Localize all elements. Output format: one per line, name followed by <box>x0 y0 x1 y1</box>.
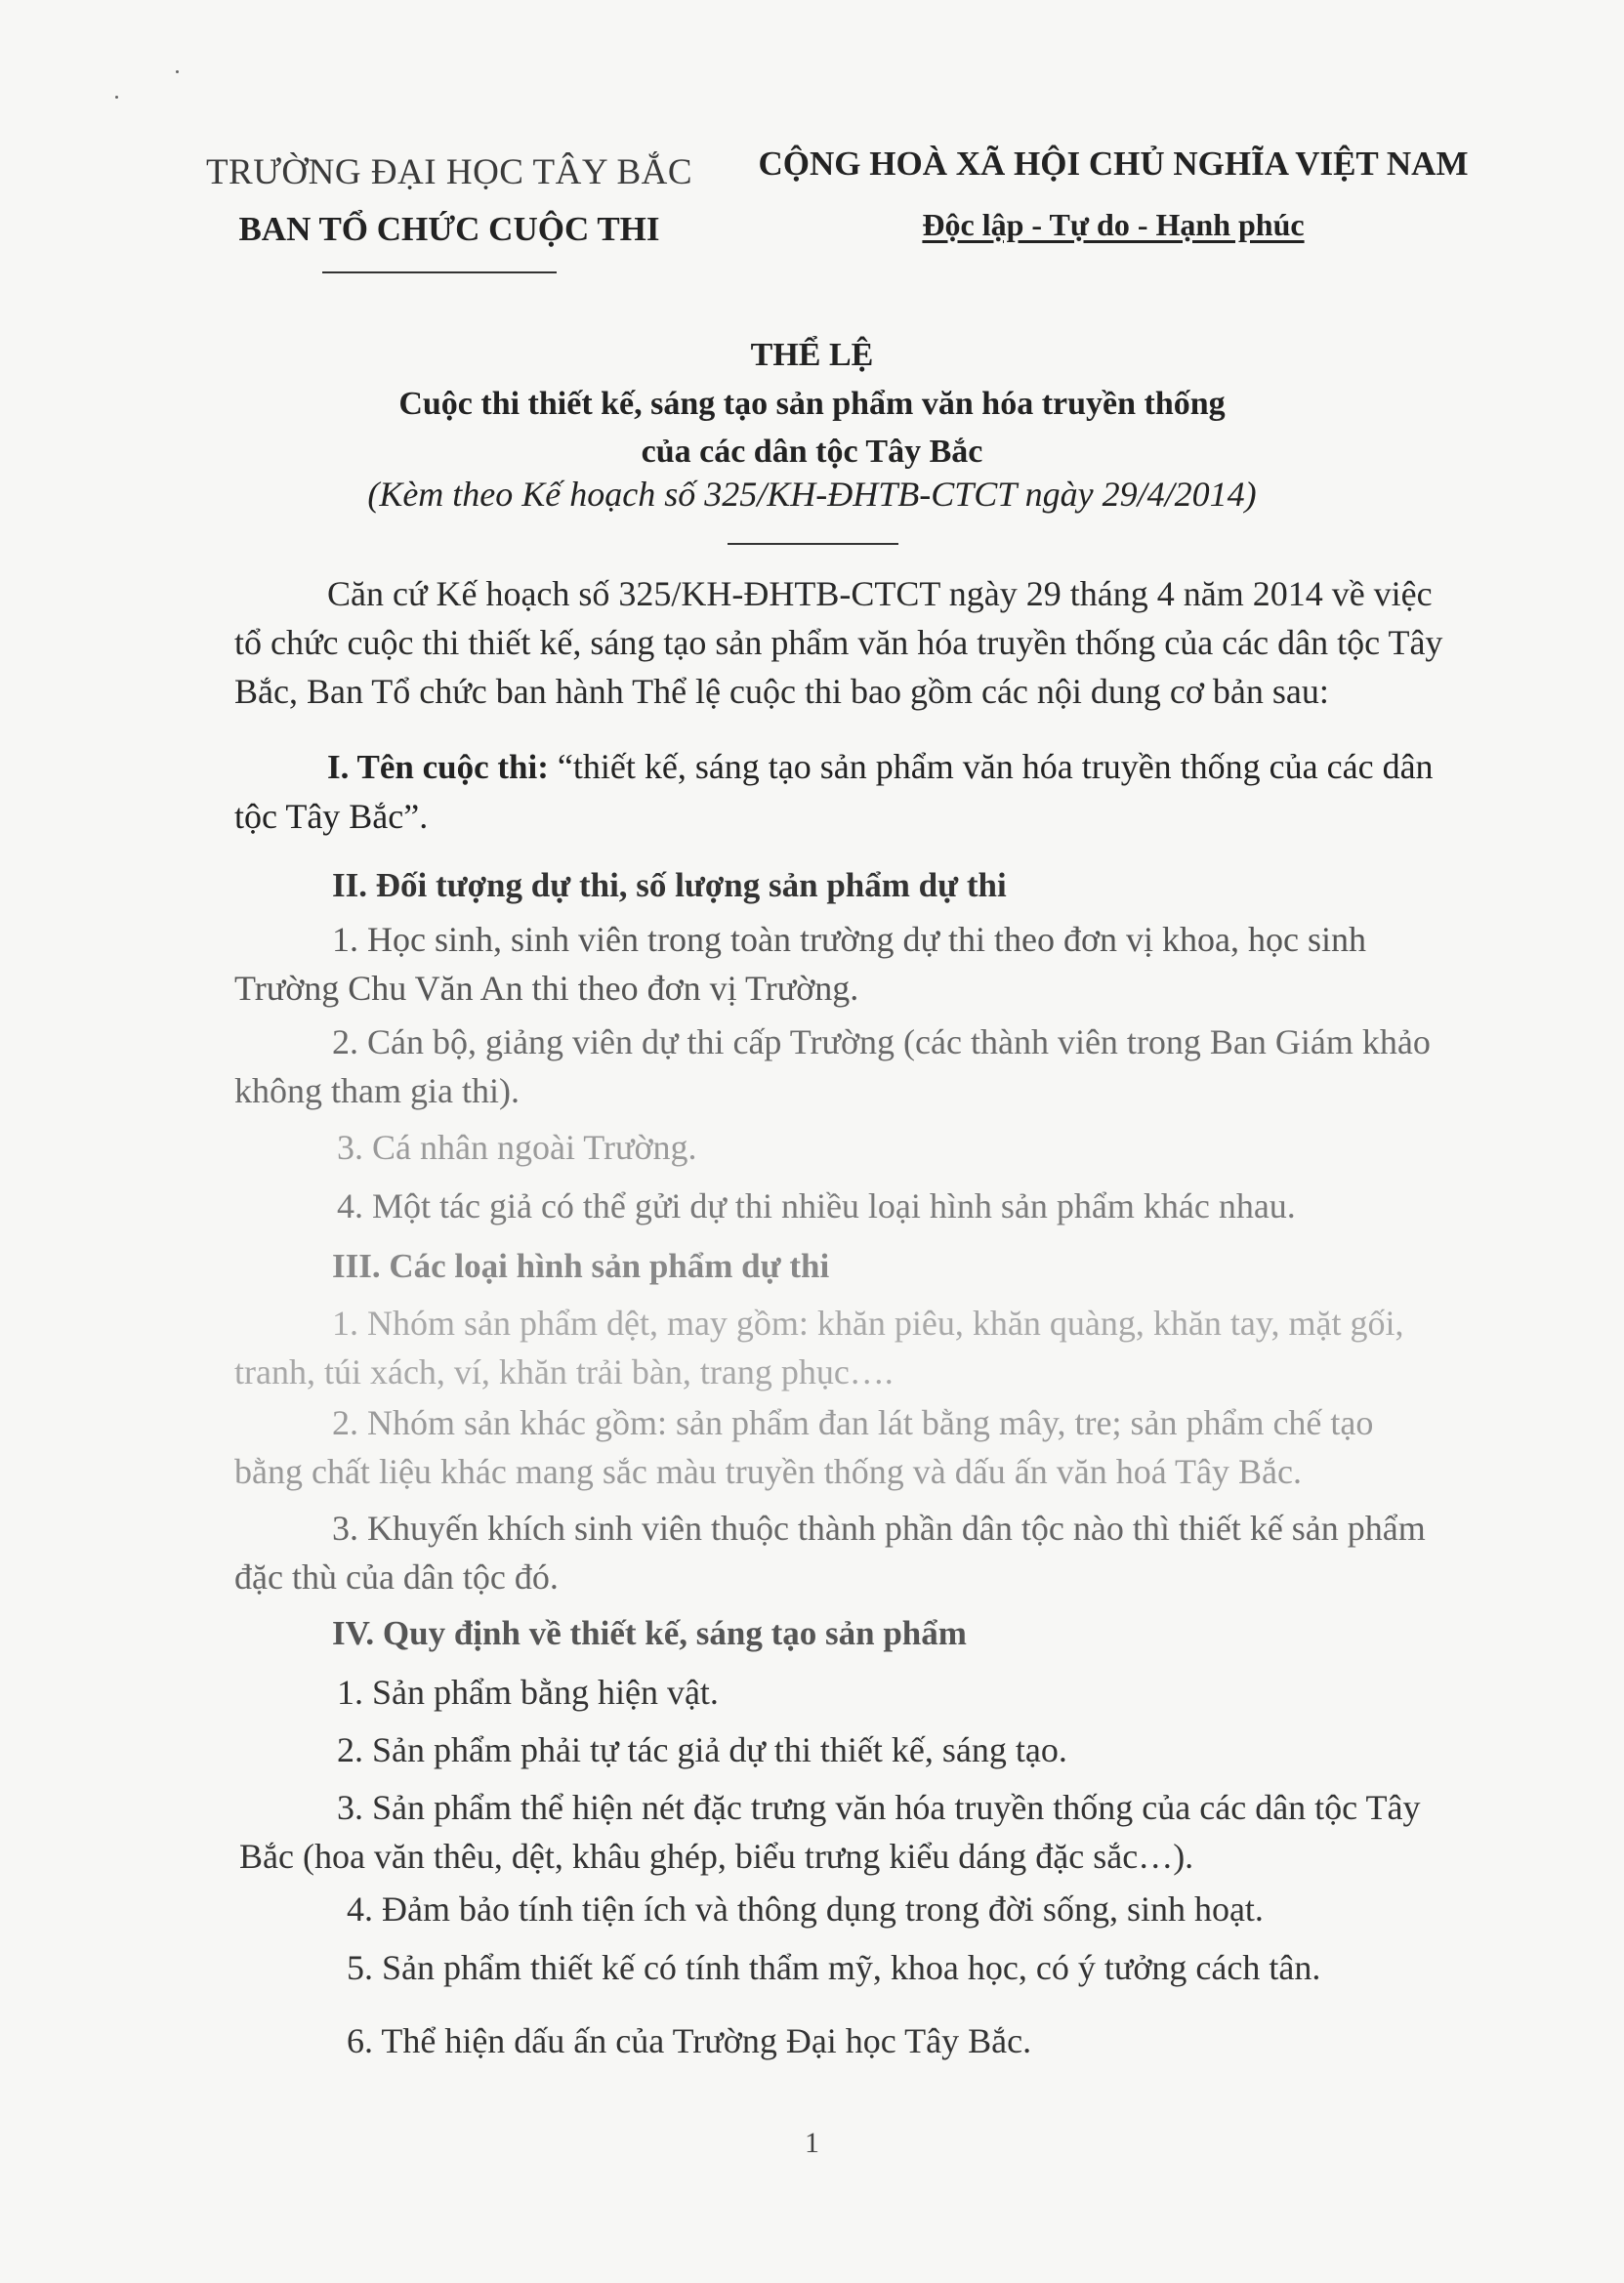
section2-item: 4. Một tác giả có thể gửi dự thi nhiều loại hình sản phẩm khác nhau. <box>337 1186 1296 1225</box>
header-left-rule <box>322 271 557 273</box>
section2-item: 2. Cán bộ, giảng viên dự thi cấp Trường (các thành viên trong Ban Giám khảo không tham gia thi). <box>234 1022 1431 1110</box>
national-title: CỘNG HOÀ XÃ HỘI CHỦ NGHĨA VIỆT NAM <box>758 145 1469 183</box>
section4-item: 3. Sản phẩm thể hiện nét đặc trưng văn hóa truyền thống của các dân tộc Tây Bắc (hoa văn thêu, dệt, khâu ghép, biểu trưng kiểu dáng đặc sắc…). <box>239 1788 1421 1876</box>
scan-speck <box>115 96 118 99</box>
section4-item: 6. Thể hiện dấu ấn của Trường Đại học Tây Bắc. <box>347 2021 1032 2060</box>
intro-paragraph: Căn cứ Kế hoạch số 325/KH-ĐHTB-CTCT ngày 29 tháng 4 năm 2014 về việc tổ chức cuộc thi thiết kế, sáng tạo sản phẩm văn hóa truyền thống của các dân tộc Tây Bắc, Ban Tổ chức ban hành Thể lệ cuộc thi bao gồm các nội dung cơ bản sau: <box>234 574 1443 711</box>
section1-text: “thiết kế, sáng tạo sản phẩm văn hóa truyền thống của các dân tộc Tây Bắc”. <box>234 747 1434 836</box>
section3-item: 3. Khuyến khích sinh viên thuộc thành phần dân tộc nào thì thiết kế sản phẩm đặc thù của dân tộc đó. <box>234 1509 1426 1597</box>
section1-label: I. Tên cuộc thi: <box>327 748 549 786</box>
document-reference: (Kèm theo Kế hoạch số 325/KH-ĐHTB-CTCT ngày 29/4/2014) <box>367 475 1257 514</box>
section2-heading: II. Đối tượng dự thi, số lượng sản phẩm dự thi <box>332 866 1007 904</box>
section2-item: 3. Cá nhân ngoài Trường. <box>337 1128 697 1167</box>
scan-speck <box>176 70 179 73</box>
section3-item: 2. Nhóm sản khác gồm: sản phẩm đan lát bằng mây, tre; sản phẩm chế tạo bằng chất liệu khác mang sắc màu truyền thống và dấu ấn văn hoá Tây Bắc. <box>234 1403 1374 1491</box>
section3-heading: III. Các loại hình sản phẩm dự thi <box>332 1247 830 1285</box>
national-motto: Độc lập - Tự do - Hạnh phúc <box>922 207 1305 242</box>
document-title: THỂ LỆ <box>750 337 874 373</box>
document-subtitle-line2: của các dân tộc Tây Bắc <box>641 434 983 470</box>
school-name: TRƯỜNG ĐẠI HỌC TÂY BẮC <box>205 152 693 192</box>
section4-heading: IV. Quy định về thiết kế, sáng tạo sản phẩm <box>332 1614 967 1652</box>
organizing-committee: BAN TỔ CHỨC CUỘC THI <box>238 210 660 248</box>
title-rule <box>728 543 898 545</box>
section4-item: 5. Sản phẩm thiết kế có tính thẩm mỹ, khoa học, có ý tưởng cách tân. <box>347 1948 1321 1987</box>
document-subtitle-line1: Cuộc thi thiết kế, sáng tạo sản phẩm văn hóa truyền thống <box>398 386 1226 422</box>
section2-item: 1. Học sinh, sinh viên trong toàn trường dự thi theo đơn vị khoa, học sinh Trường Chu Văn An thi theo đơn vị Trường. <box>234 920 1366 1008</box>
section4-item: 2. Sản phẩm phải tự tác giả dự thi thiết kế, sáng tạo. <box>337 1730 1067 1769</box>
section4-item: 1. Sản phẩm bằng hiện vật. <box>337 1673 719 1712</box>
page-number: 1 <box>805 2127 819 2159</box>
section1-paragraph <box>234 742 1450 841</box>
section3-item: 1. Nhóm sản phẩm dệt, may gồm: khăn piêu, khăn quàng, khăn tay, mặt gối, tranh, túi xách, ví, khăn trải bàn, trang phục…. <box>234 1304 1404 1391</box>
section4-item: 4. Đảm bảo tính tiện ích và thông dụng trong đời sống, sinh hoạt. <box>347 1889 1264 1929</box>
